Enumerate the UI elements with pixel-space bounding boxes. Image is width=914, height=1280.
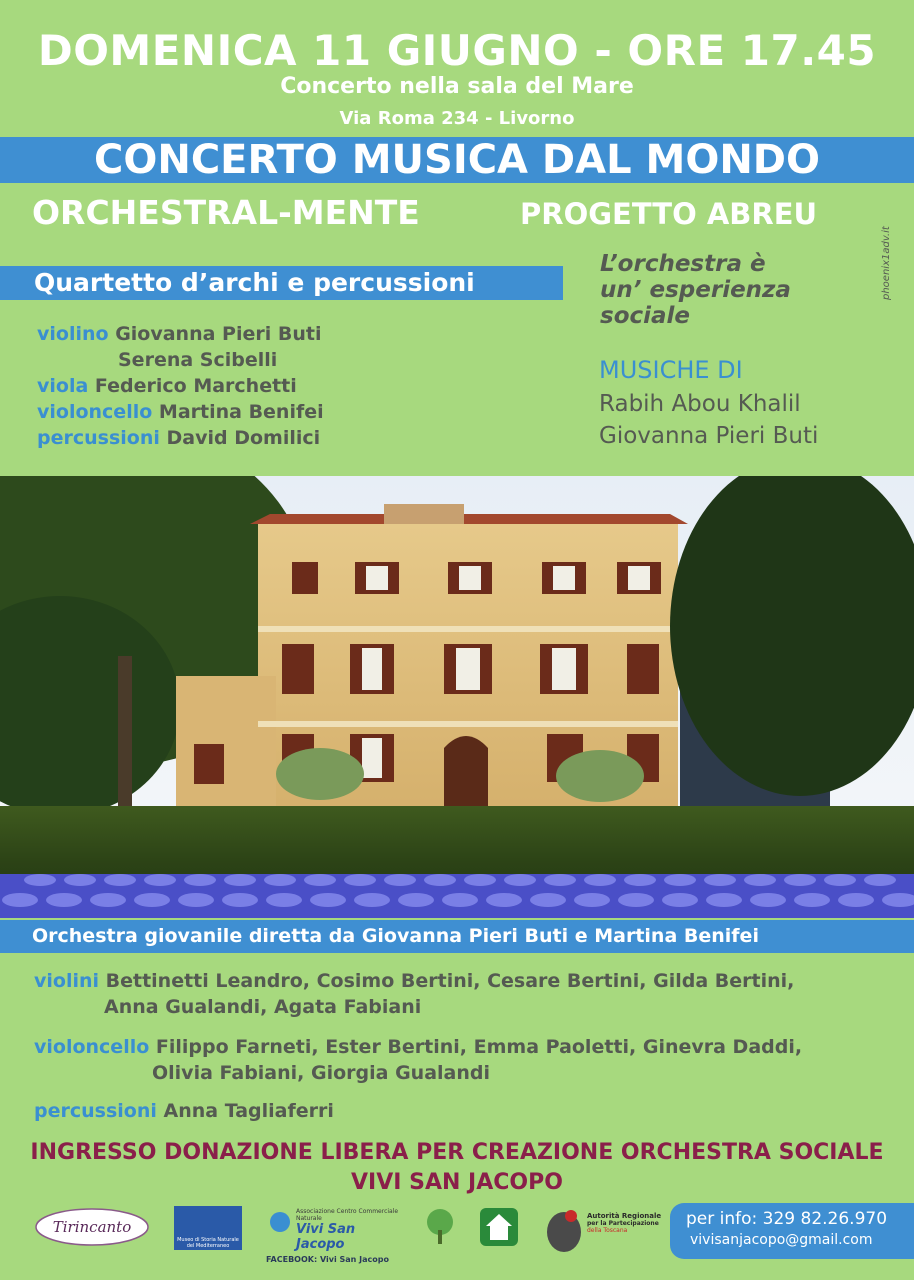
event-address: Via Roma 234 - Livorno xyxy=(339,108,575,129)
orchestra-section-violoncello-cont: Olivia Fabiani, Giorgia Gualandi xyxy=(152,1062,491,1084)
member-name: Federico Marchetti xyxy=(94,375,297,397)
quartet-member xyxy=(37,322,321,347)
event-date: DOMENICA 11 GIUGNO - ORE 17.45 xyxy=(37,26,877,75)
composer: Rabih Abou Khalil xyxy=(599,391,801,417)
museo-text: Museo di Storia Naturale del Mediterraneo xyxy=(177,1237,239,1249)
autorita-line: Autorità Regionale xyxy=(587,1212,662,1220)
autorita-logo xyxy=(587,1212,667,1234)
entry-org: VIVI SAN JACOPO xyxy=(351,1170,563,1195)
autorita-line: della Toscana xyxy=(587,1227,628,1234)
subtitle-progetto-abreu: PROGETTO ABREU xyxy=(520,197,818,231)
section-names: Bettinetti Leandro, Cosimo Bertini, Cesare Bertini, Gilda Bertini, xyxy=(105,970,795,992)
vivi-name-text: Vivi San Jacopo xyxy=(296,1222,356,1252)
entry-donation: INGRESSO DONAZIONE LIBERA PER CREAZIONE ORCHESTRA SOCIALE xyxy=(30,1140,884,1165)
orchestra-section-violini xyxy=(34,970,794,992)
member-name: Martina Benifei xyxy=(158,401,324,423)
quartet-heading: Quartetto d’archi e percussioni xyxy=(34,268,475,297)
green-house-logo-icon xyxy=(478,1206,520,1248)
section-role: violini xyxy=(34,970,100,992)
tagline xyxy=(600,251,791,329)
event-hall: Concerto nella sala del Mare xyxy=(280,74,634,99)
quartet-member xyxy=(118,348,277,373)
orchestra-heading: Orchestra giovanile diretta da Giovanna Pieri Buti e Martina Benifei xyxy=(32,925,759,947)
member-role: violoncello xyxy=(37,401,153,423)
tirincanto-logo xyxy=(34,1206,150,1248)
info-email[interactable]: vivisanjacopo@gmail.com xyxy=(690,1232,873,1248)
member-role: violino xyxy=(37,323,109,345)
concert-title: CONCERTO MUSICA DAL MONDO xyxy=(93,137,820,183)
villa-photo xyxy=(0,476,914,918)
composer: Giovanna Pieri Buti xyxy=(599,423,819,449)
quartet-member xyxy=(37,400,324,425)
facebook-text: FACEBOOK: Vivi San Jacopo xyxy=(266,1255,389,1264)
vivi-icon xyxy=(270,1212,290,1232)
quartet-member xyxy=(37,426,320,451)
orchestra-section-percussioni xyxy=(34,1100,334,1122)
tree-logo-icon xyxy=(420,1206,460,1250)
watermark: phoenix1adv.it xyxy=(881,226,892,300)
tagline-line: un’ esperienza xyxy=(600,277,791,303)
member-name: Serena Scibelli xyxy=(118,349,278,371)
tagline-line: L’orchestra è xyxy=(600,251,766,277)
tagline-line: sociale xyxy=(600,303,691,329)
autorita-icon xyxy=(545,1206,583,1254)
section-role: violoncello xyxy=(34,1036,150,1058)
subtitle-orchestral-mente: ORCHESTRAL-MENTE xyxy=(32,193,420,232)
vivi-assoc-text: Associazione Centro Commerciale Naturale xyxy=(296,1208,399,1222)
section-role: percussioni xyxy=(34,1100,157,1122)
orchestra-section-violini-cont: Anna Gualandi, Agata Fabiani xyxy=(104,996,422,1018)
tirincanto-text: Tirincanto xyxy=(52,1218,132,1236)
member-role: percussioni xyxy=(37,427,160,449)
orchestra-section-violoncello xyxy=(34,1036,802,1058)
quartet-member xyxy=(37,374,297,399)
autorita-line: per la Partecipazione xyxy=(587,1220,659,1227)
info-phone: per info: 329 82.26.970 xyxy=(686,1209,888,1229)
vivi-san-jacopo-logo xyxy=(266,1208,406,1264)
museo-logo xyxy=(174,1206,242,1250)
member-role: viola xyxy=(37,375,89,397)
member-name: Giovanna Pieri Buti xyxy=(115,323,322,345)
member-name: David Domilici xyxy=(166,427,321,449)
section-names: Filippo Farneti, Ester Bertini, Emma Paoletti, Ginevra Daddi, xyxy=(155,1036,803,1058)
section-names: Anna Tagliaferri xyxy=(163,1100,334,1122)
music-heading: MUSICHE DI xyxy=(599,356,743,384)
